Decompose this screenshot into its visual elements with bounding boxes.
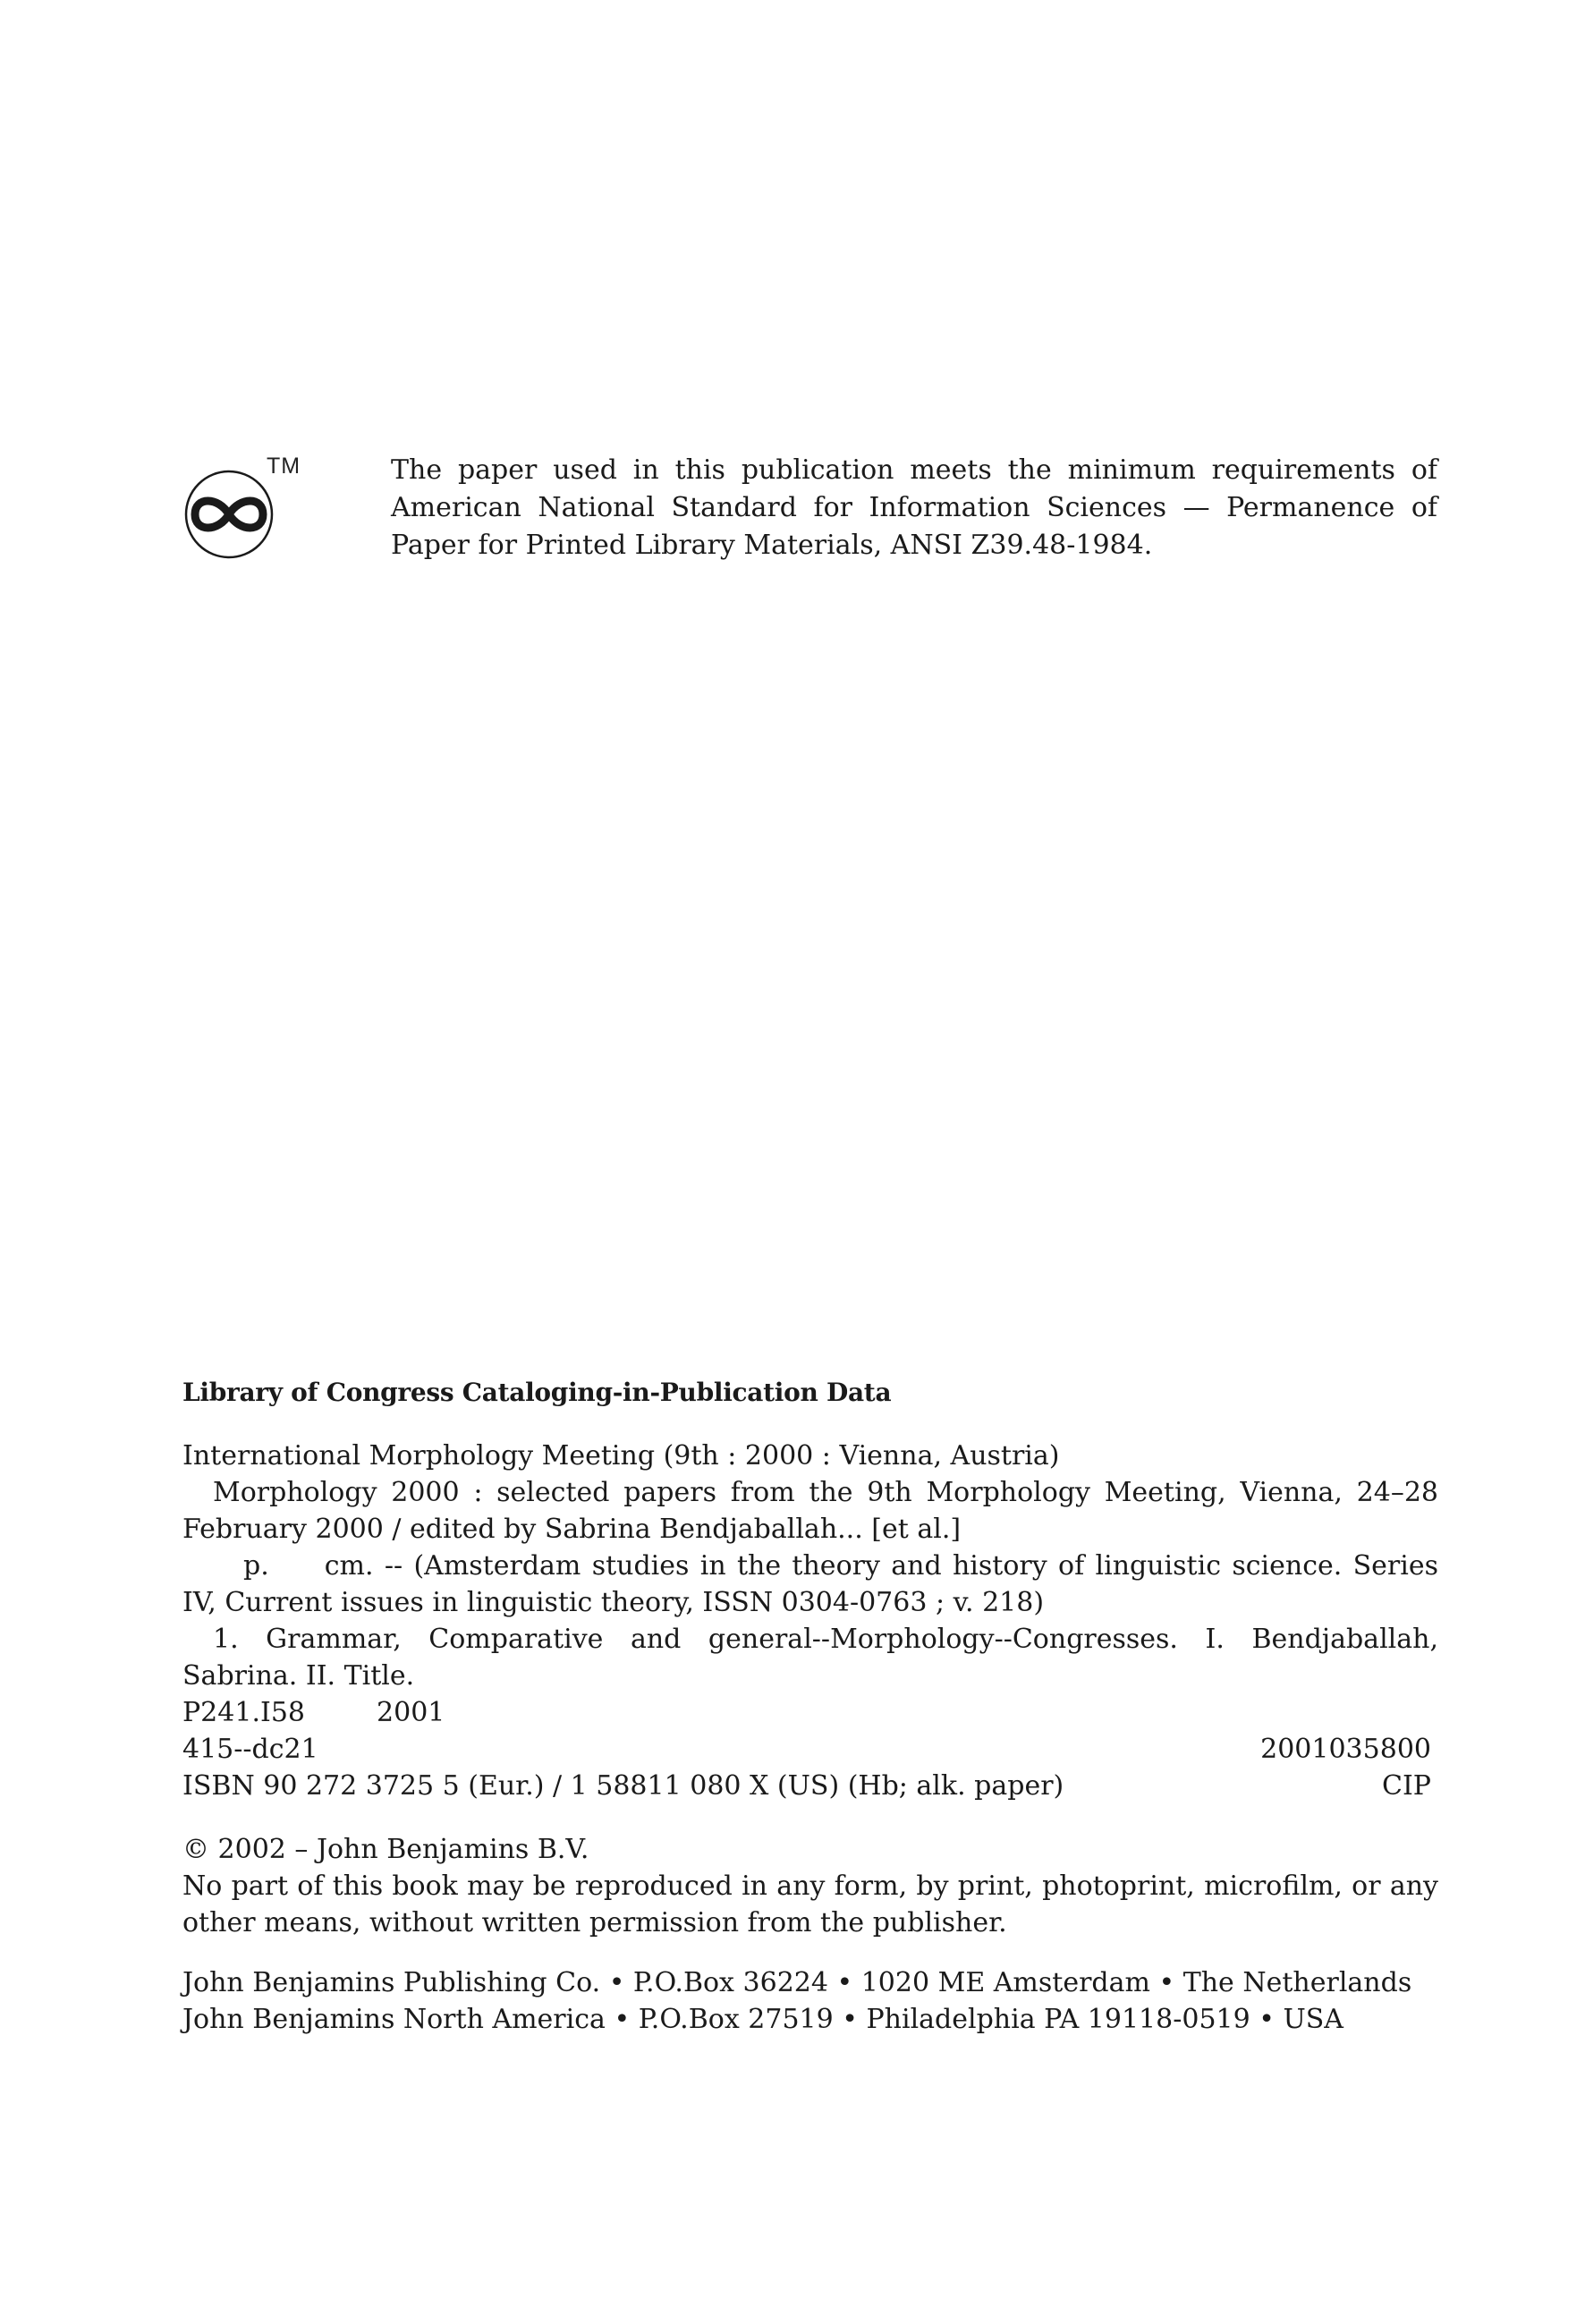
paper-permanence-notice bbox=[182, 452, 1438, 577]
cip-main-entry: International Morphology Meeting (9th : 2000 : Vienna, Austria) bbox=[182, 1440, 1060, 1472]
cip-physical-p: p. bbox=[243, 1550, 269, 1582]
cip-label: CIP bbox=[1382, 1770, 1431, 1802]
cip-lccn: 2001035800 bbox=[1260, 1734, 1431, 1765]
copyright-section bbox=[182, 1831, 1438, 1941]
cip-call-year: 2001 bbox=[377, 1697, 445, 1728]
publisher-address-netherlands: John Benjamins Publishing Co. • P.O.Box 36224 • 1020 ME Amsterdam • The Netherlands bbox=[182, 1967, 1412, 1998]
cip-isbn-line bbox=[182, 1768, 1438, 1804]
cip-series-statement: cm. -- (Amsterdam studies in the theory and history of linguistic science. Series IV, Current issues in linguistic theory, ISSN 0304-0763 ; v. 218) bbox=[182, 1550, 1438, 1618]
cip-subjects: 1. Grammar, Comparative and general--Morphology--Congresses. I. Bendjaballah, Sabrina. II. Title. bbox=[182, 1624, 1438, 1692]
copyright-rights: No part of this book may be reproduced in any form, by print, photoprint, microfilm, or any other means, without written permission from the publisher. bbox=[182, 1870, 1438, 1938]
cip-heading: Library of Congress Cataloging-in-Publication Data bbox=[182, 1378, 892, 1407]
publisher-addresses bbox=[182, 1964, 1438, 2038]
cip-call-number-line bbox=[182, 1694, 1438, 1731]
cip-classification: 415--dc21 bbox=[182, 1734, 318, 1765]
trademark-label: TM bbox=[267, 454, 301, 479]
cip-isbn: ISBN 90 272 3725 5 (Eur.) / 1 58811 080 X (US) (Hb; alk. paper) bbox=[182, 1770, 1064, 1802]
cataloging-in-publication-block bbox=[182, 1374, 1438, 2038]
cip-title-statement: Morphology 2000 : selected papers from the 9th Morphology Meeting, Vienna, 24–28 February 2000 / edited by Sabrina Bendjaballah... [et al.] bbox=[182, 1477, 1438, 1545]
cip-call-number: P241.I58 bbox=[182, 1697, 306, 1728]
paper-notice-text: The paper used in this publication meets the minimum requirements of American National Standard for Information Sciences — Permanence of Paper for Printed Library Materials, ANSI Z39.48-1984. bbox=[391, 454, 1437, 561]
publisher-address-usa: John Benjamins North America • P.O.Box 27519 • Philadelphia PA 19118-0519 • USA bbox=[182, 2004, 1343, 2035]
copyright-notice: © 2002 – John Benjamins B.V. bbox=[182, 1834, 589, 1865]
cip-physical-description bbox=[182, 1548, 1438, 1621]
cip-classification-line bbox=[182, 1731, 1438, 1768]
